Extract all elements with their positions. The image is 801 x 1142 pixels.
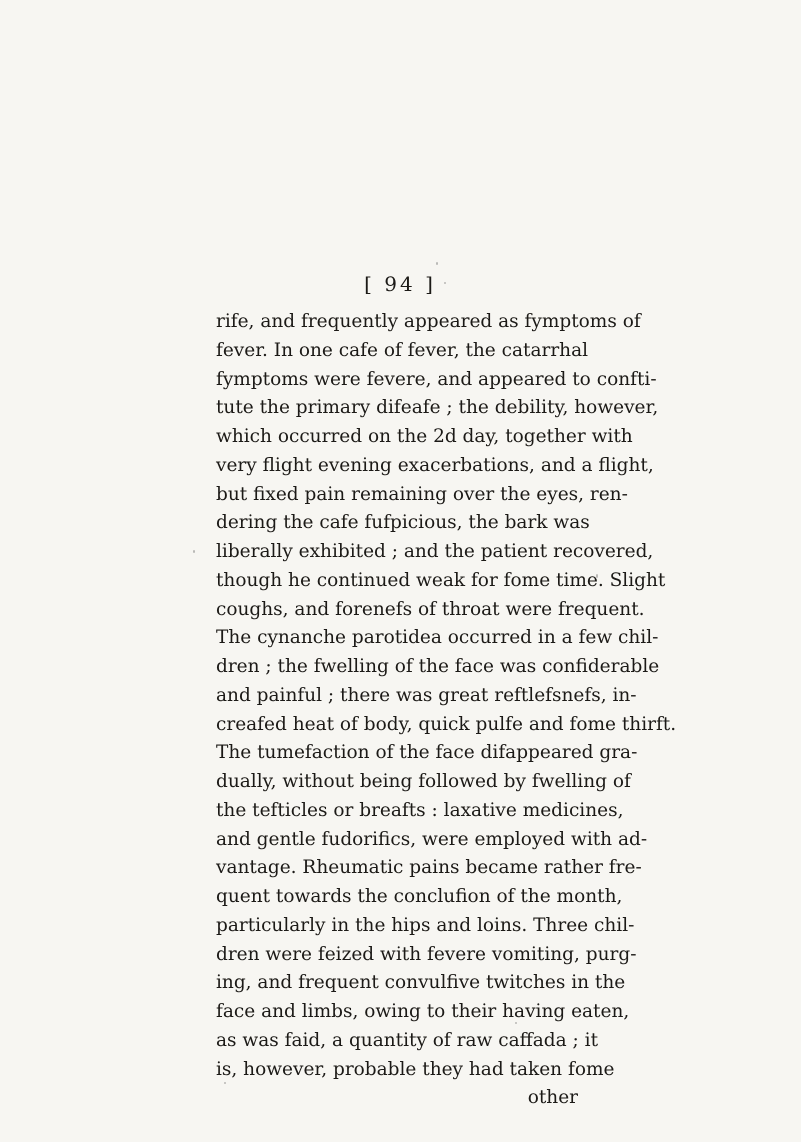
text-line-3: fymptoms were fevere, and appeared to confti- [216,368,657,390]
text-line-14: and painful ; there was great reftlefsnefs, in- [216,684,637,706]
text-line-10: though he continued weak for fome time. Slight [216,569,666,591]
text-line-2: fever. In one cafe of fever, the catarrhal [216,339,589,361]
text-line-21: quent towards the conclufion of the month, [216,886,623,907]
text-line-8: dering the cafe fufpicious, the bark was [216,512,590,534]
text-line-22: particularly in the hips and loins. Three chil- [216,914,635,936]
paper-speck [596,574,598,578]
text-line-26: as was faid, a quantity of raw caffada ; it [216,1029,599,1051]
text-line-12: The cynanche parotidea occurred in a few chil- [216,627,659,649]
paper-speck [515,1022,517,1024]
text-line-23: dren were feized with fevere vomiting, purg- [216,943,637,965]
text-line-4: tute the primary difeafe ; the debility, however, [216,397,659,419]
text-line-24: ing, and frequent convulfive twitches in the [216,972,626,994]
text-line-19: and gentle fudorifics, were employed with ad- [216,828,648,850]
text-line-27: is, however, probable they had taken fome [216,1058,615,1080]
text-line-7: but fixed pain remaining over the eyes, ren- [216,483,628,505]
text-line-6: very flight evening exacerbations, and a flight, [216,454,654,476]
text-line-11: coughs, and forenefs of throat were frequent. [216,598,645,620]
text-line-1: rife, and frequently appeared as fymptoms of [216,311,641,332]
text-line-13: dren ; the fwelling of the face was confiderable [216,656,660,677]
text-line-18: the tefticles or breafts : laxative medicines, [216,799,624,821]
text-line-25: face and limbs, owing to their having eaten, [216,1001,630,1022]
text-line-16: The tumefaction of the face difappeared gra- [216,742,638,764]
text-line-15: creafed heat of body, quick pulfe and fome thirft. [216,713,677,735]
body-text-block [216,308,677,1113]
text-line-9: liberally exhibited ; and the patient recovered, [216,541,654,562]
text-line-17: dually, without being followed by fwelling of [216,771,631,792]
paper-speck [224,1082,226,1084]
catchword: other [527,1087,578,1109]
paper-speck [193,550,195,553]
text-line-20: vantage. Rheumatic pains became rather fre- [216,857,642,879]
paper-speck [444,282,446,284]
paper-speck [436,262,438,265]
page-number-header: [ 94 ] [364,272,436,296]
paper-speck [615,408,617,413]
text-line-5: which occurred on the 2d day, together with [216,426,633,447]
